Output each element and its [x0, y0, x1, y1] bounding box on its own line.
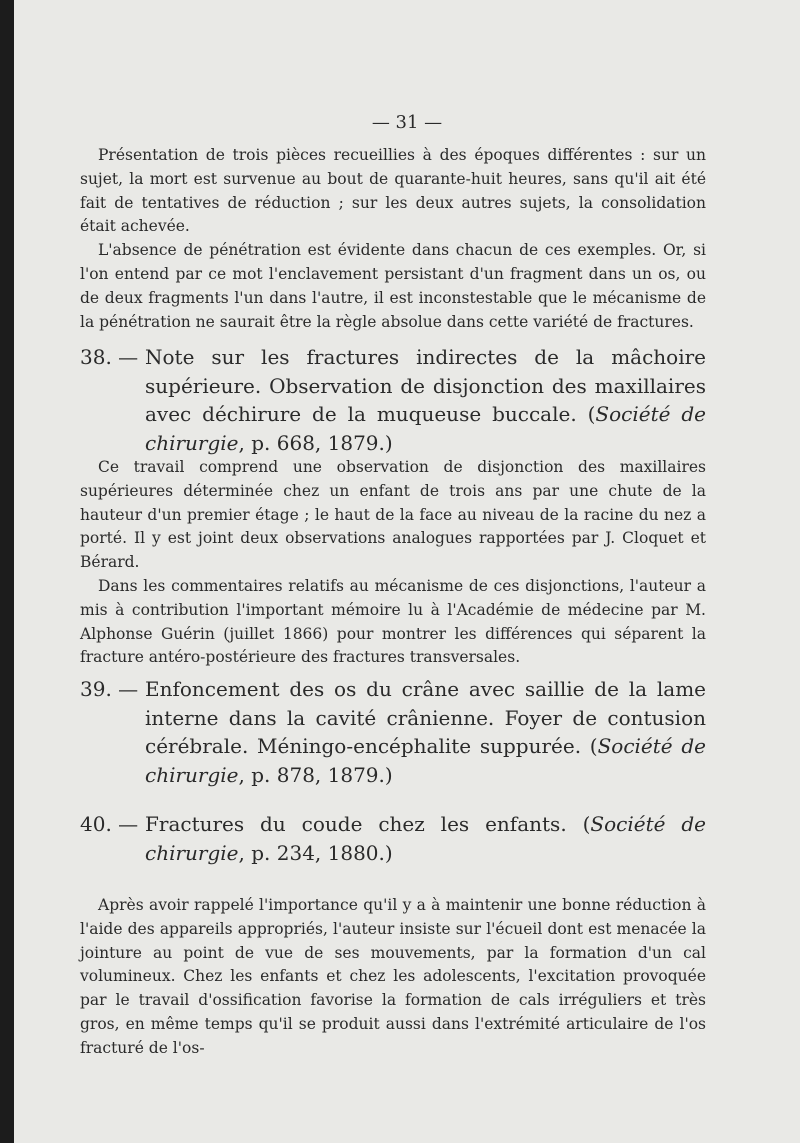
entry-title [145, 810, 706, 867]
entry-39-heading [80, 675, 706, 789]
entry-number: 39. — [80, 677, 139, 701]
entry-40-paragraph-1: Après avoir rappelé l'importance qu'il y a à maintenir une bonne réduction à l'aide des appareils appropriés, l'auteur insiste sur l'écueil dont est menacée la jointure au point de vue de ses mouvements, par la formation d'un cal volumineux. Chez les enfants et chez les adolescents, l'excitation provoquée par le travail d'ossification favorise la formation de cals irréguliers et très gros, en même temps qu'il se produit aussi dans l'extrémité articulaire de l'os fracturé de l'os- [80, 896, 706, 1057]
intro-paragraph-2: L'absence de pénétration est évidente dans chacun de ces exemples. Or, si l'on entend par ce mot l'enclavement persistant d'un fragment dans un os, ou de deux fragments l'un dans l'autre, il est inconstestable que le mécanisme de la pénétration ne saurait être la règle absolue dans cette variété de fractures. [80, 241, 706, 331]
entry-source: Société de chirurgie [145, 812, 706, 865]
entry-38-paragraph-1: Ce travail comprend une observation de disjonction des maxillaires supérieures déterminée chez un enfant de trois ans par une chute de la hauteur d'un premier étage ; le haut de la face au niveau de la racine du nez a porté. Il y est joint deux observations analogues rapportées par J. Cloquet et Bérard. [80, 458, 706, 572]
entry-38-paragraph-2: Dans les commentaires relatifs au mécanisme de ces disjonctions, l'auteur a mis à contribution l'important mémoire lu à l'Académie de médecine par M. Alphonse Guérin (juillet 1866) pour montrer les différences qui séparent la fracture antéro-postérieure des fractures transversales. [80, 576, 706, 667]
entry-40-body [80, 894, 706, 1061]
page-number: — 31 — [371, 112, 443, 133]
entry-source: Société de chirurgie [145, 734, 706, 787]
entry-number: 38. — [80, 345, 139, 369]
entry-38-body [80, 456, 706, 670]
entry-citation: , p. 668, 1879.) [238, 430, 393, 455]
intro-text [80, 144, 706, 334]
entry-source: Société de chirurgie [145, 402, 706, 455]
entry-title-text: Enfoncement des os du crâne avec saillie de la lame interne dans la cavité crânienne. Foyer de contusion cérébrale. Méningo-encéphalite suppurée. ( [145, 677, 706, 758]
entry-title [145, 343, 706, 457]
entry-number: 40. — [80, 812, 139, 836]
intro-paragraph-1: Présentation de trois pièces recueillies à des époques différentes : sur un sujet, la mort est survenue au bout de quarante-huit heures, sans qu'il ait été fait de tentatives de réduction ; sur les deux autres sujets, la consolidation était achevée. [80, 146, 706, 236]
entry-40-heading [80, 810, 706, 867]
entry-title [145, 675, 706, 789]
entry-title-text: Note sur les fractures indirectes de la mâchoire supérieure. Observation de disjonction des maxillaires avec déchirure de la muqueuse buccale. ( [145, 345, 706, 426]
entry-title-text: Fractures du coude chez les enfants. ( [145, 812, 591, 836]
entry-38-heading [80, 343, 706, 457]
document-page [14, 0, 800, 1143]
entry-citation: , p. 234, 1880.) [238, 840, 393, 865]
entry-citation: , p. 878, 1879.) [238, 762, 393, 787]
